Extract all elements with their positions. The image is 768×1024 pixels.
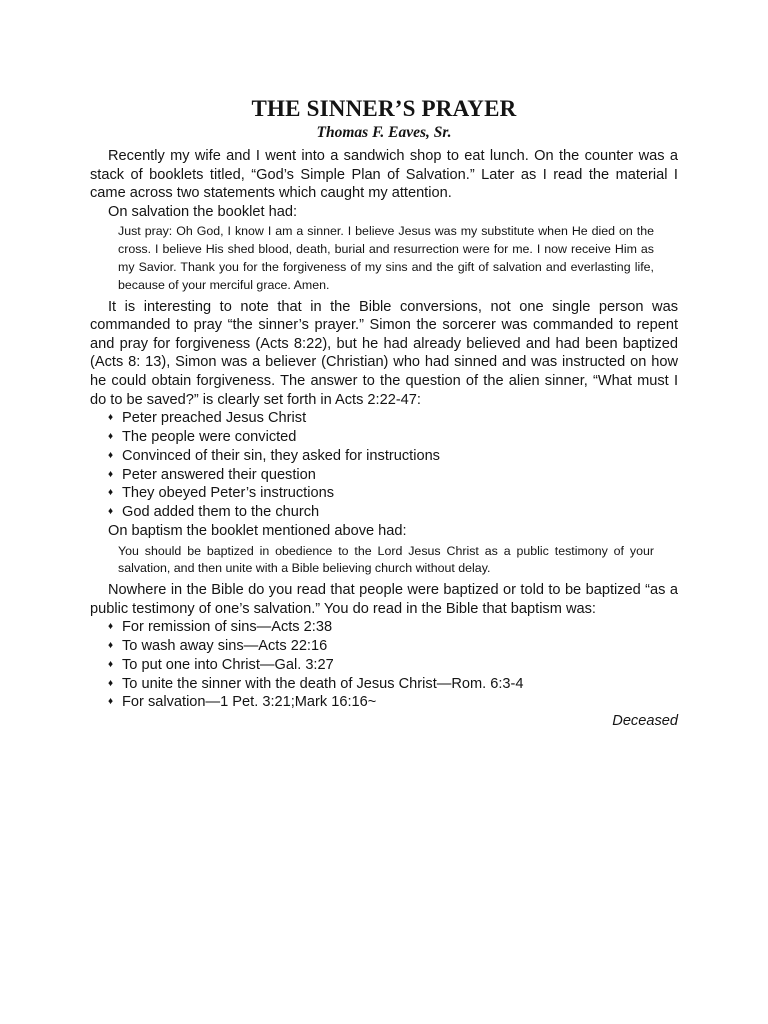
quote-baptism: You should be baptized in obedience to the Lord Jesus Christ as a public testimony of your salvation, and then unite with a Bible believing church without delay. [118, 543, 654, 576]
list-item-text: Peter answered their question [122, 466, 316, 483]
diamond-bullet-icon: ♦ [108, 677, 114, 689]
diamond-bullet-icon: ♦ [108, 449, 114, 461]
article [90, 95, 678, 731]
diamond-bullet-icon: ♦ [108, 506, 114, 518]
article-title: THE SINNER’S PRAYER [251, 96, 517, 121]
list-item [108, 447, 678, 466]
diamond-bullet-icon: ♦ [108, 621, 114, 633]
paragraph-conversions: It is interesting to note that in the Bible conversions, not one single person was commanded to pray “the sinner’s prayer.” Simon the sorcerer was commanded to repent and pray for forgiveness (Acts 8:22), but he had already believed and had been baptized (Acts 8: 13), Simon was a believer (Christian) who had sinned and was instructed on how he could obtain forgiveness. The answer to the question of the alien sinner, “What must I do to be saved?” is clearly set forth in Acts 2:22-47: [90, 298, 678, 408]
list-item-text: For remission of sins—Acts 2:38 [122, 619, 333, 636]
diamond-bullet-icon: ♦ [108, 658, 114, 670]
diamond-bullet-icon: ♦ [108, 640, 114, 652]
list-item-text: They obeyed Peter’s instructions [122, 485, 334, 502]
list-item [108, 675, 678, 694]
list-item-text: The people were convicted [122, 428, 297, 445]
list-item-text: God added them to the church [122, 504, 320, 521]
author-status: Deceased [612, 713, 678, 730]
list-item [108, 693, 678, 712]
acts-2-list [90, 409, 678, 522]
lead-salvation: On salvation the booklet had: [108, 203, 298, 220]
lead-baptism: On baptism the booklet mentioned above had: [108, 522, 407, 539]
list-item-text: To unite the sinner with the death of Jesus Christ—Rom. 6:3-4 [122, 675, 524, 692]
quote-sinners-prayer: Just pray: Oh God, I know I am a sinner. I believe Jesus was my substitute when He died on the cross. I believe His shed blood, death, burial and resurrection were for me. I now receive Him as my Savior. Thank you for the forgiveness of my sins and the gift of salvation and everlasting life, because of your merciful grace. Amen. [118, 224, 654, 292]
diamond-bullet-icon: ♦ [108, 487, 114, 499]
list-item [108, 637, 678, 656]
list-item [108, 409, 678, 428]
list-item [108, 466, 678, 485]
diamond-bullet-icon: ♦ [108, 696, 114, 708]
list-item-text: To wash away sins—Acts 22:16 [122, 638, 328, 655]
list-item [108, 618, 678, 637]
list-item-text: For salvation—1 Pet. 3:21;Mark 16:16~ [122, 694, 377, 711]
list-item [108, 503, 678, 522]
list-item [108, 484, 678, 503]
list-item-text: Peter preached Jesus Christ [122, 410, 307, 427]
paragraph-intro: Recently my wife and I went into a sandwich shop to eat lunch. On the counter was a stack of booklets titled, “God’s Simple Plan of Salvation.” Later as I read the material I came across two statements which caught my attention. [90, 148, 678, 202]
diamond-bullet-icon: ♦ [108, 430, 114, 442]
list-item-text: Convinced of their sin, they asked for instructions [122, 447, 440, 464]
article-author: Thomas F. Eaves, Sr. [316, 124, 452, 141]
diamond-bullet-icon: ♦ [108, 412, 114, 424]
list-item [108, 428, 678, 447]
paragraph-baptism: Nowhere in the Bible do you read that people were baptized or told to be baptized “as a public testimony of one’s salvation.” You do read in the Bible that baptism was: [90, 582, 678, 617]
list-item [108, 656, 678, 675]
baptism-purpose-list [90, 618, 678, 712]
diamond-bullet-icon: ♦ [108, 468, 114, 480]
list-item-text: To put one into Christ—Gal. 3:27 [122, 656, 334, 673]
